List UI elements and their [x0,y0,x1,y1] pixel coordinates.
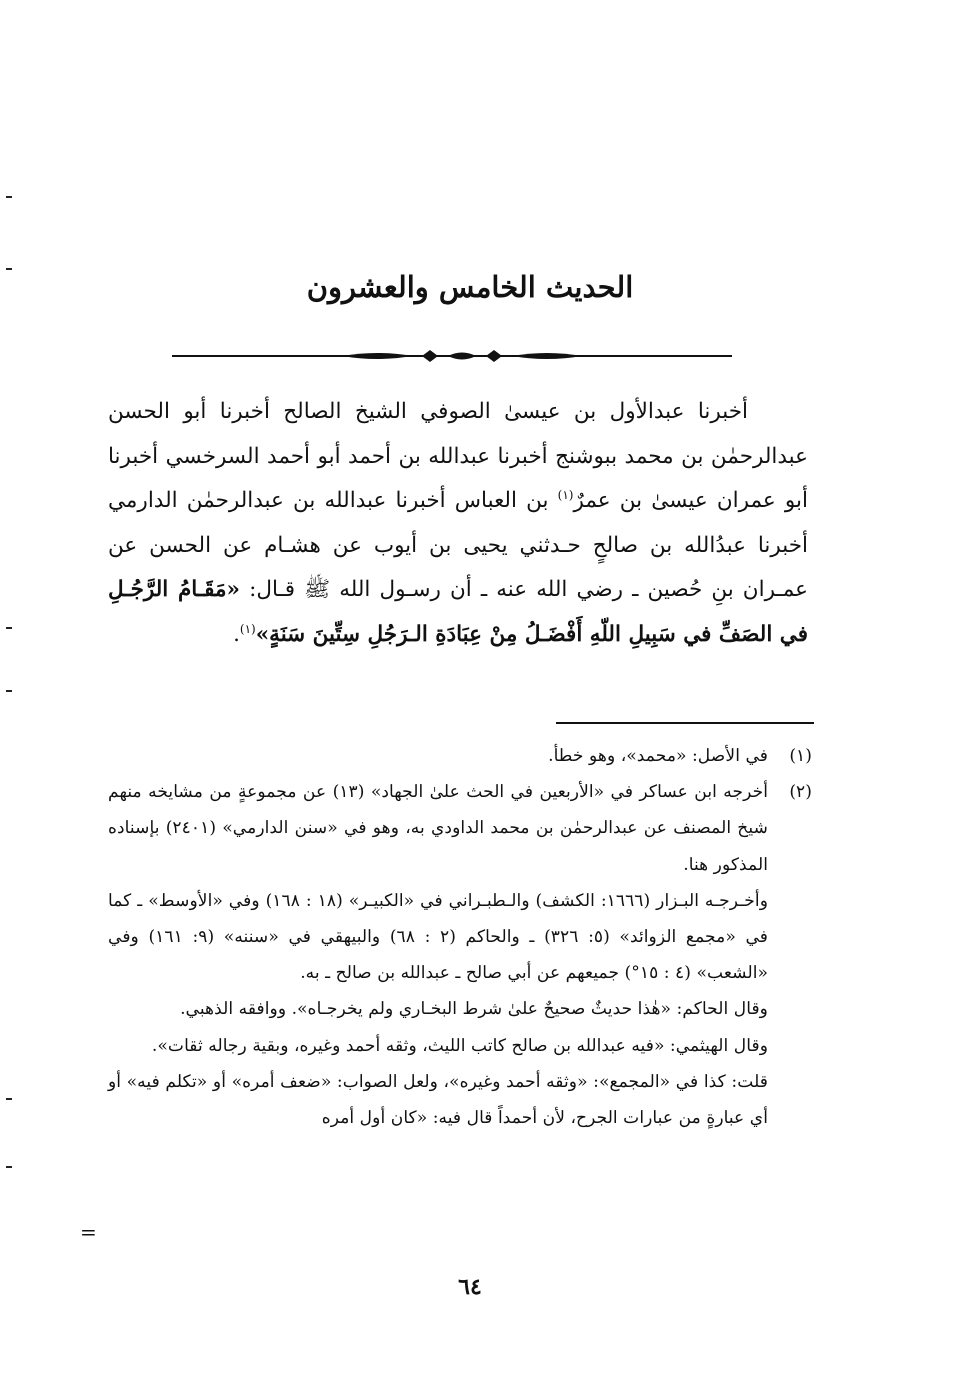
scan-edge-mark [6,1166,12,1168]
footnote-paragraph: قلت: كذا في «المجمع»: «وثقه أحمد وغيره»، ولعل الصواب: «ضعف أمره» أو «تكلم فيه» أو أي عبارةٍ من عبارات الجرح، لأن أحمداً قال فيه: «كان أول أمره [108,1071,768,1129]
footnote-number: (١) [789,746,812,766]
footnote-number: (٢) [789,782,812,803]
footnote-1 [108,738,812,774]
footnote-paragraph: وأخـرجـه البـزار (١٦٦٦: الكشف) والـطبـراني في «الكبيـر» (١٨ : ١٦٨) وفي «الأوسط» ـ كما في «مجمع الزوائد» (٥: ٣٢٦) ـ والحاكم (٢ : ٦٨) والبيهقي في «سننه» (٩: ١٦١) وفي «الشعب» (٤ : ١٥°) جميعهم عن أبي صالح ـ عبدالله بن صالح ـ به. [108,890,768,984]
hadith-quote: «مَقَـامُ الرَّجُـلِ في الصَفِّ في سَبِيلِ اللّهِ أَفْضَـلُ مِنْ عِبَادَةِ الـرَجُلِ سِتِّينَ سَنَةٍ» [108,577,808,647]
hadith-chain-and-text [108,390,808,657]
footnote-paragraph: وقال الحاكم: «هٰذا حديثٌ صحيحٌ علىٰ شرط البخـاري ولم يخرجـاه». ووافقه الذهبي. [180,999,768,1020]
scan-edge-mark [6,690,12,692]
scan-edge-mark [6,268,12,270]
isnad-part-2: بن العباس أخبرنا عبدالله بن عبدالرحمٰن الدارمي أخبرنا عبدُالله بن صالحٍ حـدثني يحيى بن أيوب عن هشـام عن الحسن عن عمـران بنِ حُصين ـ رضي الله عنه ـ أن رسـول الله ﷺ قـال: [108,488,808,602]
footnote-reference[interactable]: (١) [239,621,256,636]
scan-edge-mark [6,1098,12,1100]
sentence-end: . [233,621,240,647]
page-title: الحديث الخامس والعشرون [306,270,634,304]
footnote-body [108,774,768,1136]
page-number: ٦٤ [458,1274,482,1300]
footnote-reference[interactable]: (١) [557,487,574,502]
scan-edge-mark [6,627,12,629]
footnote-2 [108,774,812,1136]
title-ornament-divider [172,345,732,367]
footnotes [108,738,812,1136]
hadith-text [108,390,808,657]
footnote-text: في الأصل: «محمد»، وهو خطأ. [548,746,768,766]
scan-edge-mark [6,196,12,198]
footnote-paragraph: أخرجه ابن عساكر في «الأربعين في الحث علىٰ الجهاد» (١٣) عن مجموعةٍ من مشايخه منهم شيخ المصنف عن عبدالرحمٰن بن محمد الداودي به، وهو في «سنن الدارمي» (٢٤٠١) بإسناده المذكور هنا. [108,782,768,875]
continuation-mark: = [80,1220,97,1244]
isnad-part-1: أخبرنا عبدالأول بن عيسىٰ الصوفي الشيخ الصالح أخبرنا أبو الحسن عبدالرحمٰن بن محمد ببوشنج أخبرنا عبدالله بن أحمد أبو أحمد السرخسي أخبرنا أبو عمران عيسىٰ بن عمرٌ [108,399,808,513]
footnote-paragraph: وقال الهيثمي: «فيه عبدالله بن صالح كاتب الليث، وثقه أحمد وغيره، وبقية رجاله ثقات». [151,1035,768,1056]
footnote-separator [556,722,814,724]
